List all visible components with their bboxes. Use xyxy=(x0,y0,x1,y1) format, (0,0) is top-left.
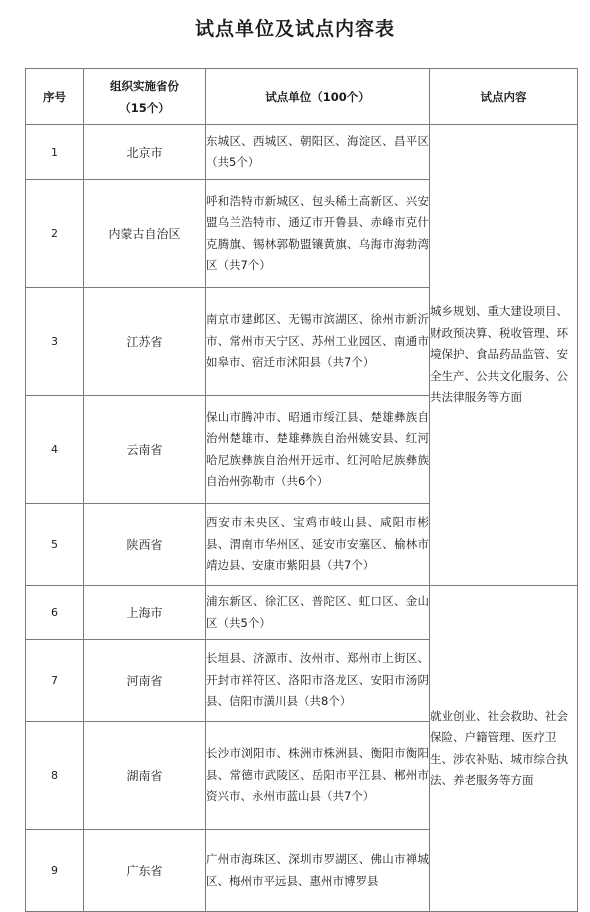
row-units: 广州市海珠区、深圳市罗湖区、佛山市禅城区、梅州市平远县、惠州市博罗县 xyxy=(206,830,430,912)
row-seq: 9 xyxy=(26,830,84,912)
row-units: 呼和浩特市新城区、包头稀土高新区、兴安盟乌兰浩特市、通辽市开鲁县、赤峰市克什克腾旗、锡林郭勒盟镶黄旗、乌海市海勃湾区（共7个） xyxy=(206,180,430,288)
header-content: 试点内容 xyxy=(430,69,578,125)
content-group-2: 就业创业、社会救助、社会保险、户籍管理、医疗卫生、涉农补贴、城市综合执法、养老服务等方面 xyxy=(430,586,578,912)
row-units: 长沙市浏阳市、株洲市株洲县、衡阳市衡阳县、常德市武陵区、岳阳市平江县、郴州市资兴市、永州市蓝山县（共7个） xyxy=(206,722,430,830)
table-row xyxy=(26,586,578,640)
row-seq: 4 xyxy=(26,396,84,504)
header-units: 试点单位（100个） xyxy=(206,69,430,125)
row-province: 北京市 xyxy=(84,125,206,180)
content-group-1: 城乡规划、重大建设项目、财政预决算、税收管理、环境保护、食品药品监管、安全生产、公共文化服务、公共法律服务等方面 xyxy=(430,125,578,586)
row-province: 云南省 xyxy=(84,396,206,504)
header-province-line1: 组织实施省份 xyxy=(110,78,179,93)
page-title: 试点单位及试点内容表 xyxy=(194,18,395,40)
header-row xyxy=(26,69,578,125)
row-seq: 2 xyxy=(26,180,84,288)
row-units: 长垣县、济源市、汝州市、郑州市上街区、开封市祥符区、洛阳市洛龙区、安阳市汤阴县、信阳市潢川县（共8个） xyxy=(206,640,430,722)
row-province: 广东省 xyxy=(84,830,206,912)
pilot-table xyxy=(25,68,578,912)
row-units: 浦东新区、徐汇区、普陀区、虹口区、金山区（共5个） xyxy=(206,586,430,640)
row-units: 东城区、西城区、朝阳区、海淀区、昌平区（共5个） xyxy=(206,125,430,180)
row-seq: 7 xyxy=(26,640,84,722)
row-province: 陕西省 xyxy=(84,504,206,586)
row-province: 湖南省 xyxy=(84,722,206,830)
row-province: 江苏省 xyxy=(84,288,206,396)
row-province: 河南省 xyxy=(84,640,206,722)
header-province xyxy=(84,69,206,125)
row-units: 保山市腾冲市、昭通市绥江县、楚雄彝族自治州楚雄市、楚雄彝族自治州姚安县、红河哈尼族彝族自治州开远市、红河哈尼族彝族自治州弥勒市（共6个） xyxy=(206,396,430,504)
row-units: 西安市未央区、宝鸡市岐山县、咸阳市彬县、渭南市华州区、延安市安塞区、榆林市靖边县、安康市紫阳县（共7个） xyxy=(206,504,430,586)
header-province-line2: （15个） xyxy=(119,100,170,115)
row-units: 南京市建邺区、无锡市滨湖区、徐州市新沂市、常州市天宁区、苏州工业园区、南通市如皋市、宿迁市沭阳县（共7个） xyxy=(206,288,430,396)
row-seq: 3 xyxy=(26,288,84,396)
table-row xyxy=(26,125,578,180)
header-seq: 序号 xyxy=(26,69,84,125)
row-seq: 8 xyxy=(26,722,84,830)
row-seq: 6 xyxy=(26,586,84,640)
row-seq: 1 xyxy=(26,125,84,180)
row-province: 上海市 xyxy=(84,586,206,640)
row-province: 内蒙古自治区 xyxy=(84,180,206,288)
row-seq: 5 xyxy=(26,504,84,586)
